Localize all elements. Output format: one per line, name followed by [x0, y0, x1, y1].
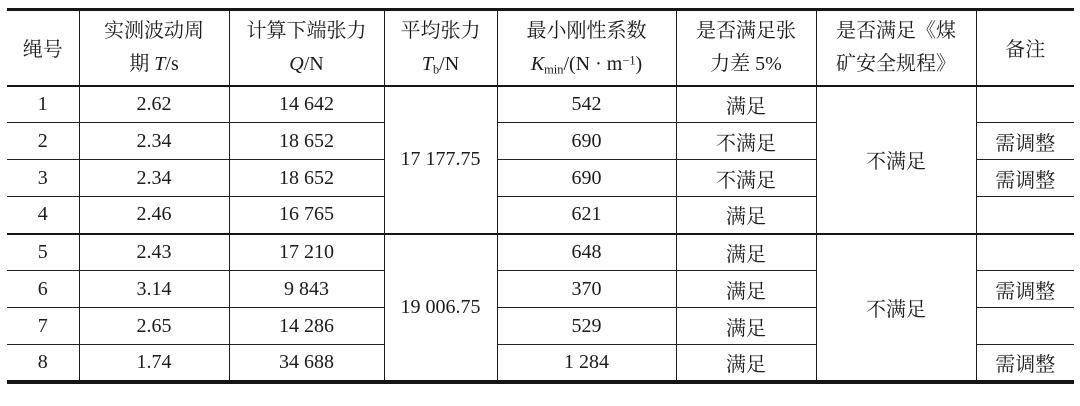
- cell-regulation-group2: 不满足: [816, 234, 976, 382]
- col-header-rope-no: 绳号: [7, 10, 79, 86]
- cell-regulation-group1: 不满足: [816, 86, 976, 234]
- cell-stiffness: 621: [497, 197, 676, 234]
- cell-period: 2.34: [79, 160, 229, 197]
- cell-rope-no: 3: [7, 160, 79, 197]
- cell-rope-no: 2: [7, 123, 79, 160]
- cell-tension: 9 843: [229, 271, 384, 308]
- cell-period: 2.62: [79, 86, 229, 123]
- cell-tension-diff: 不满足: [676, 160, 816, 197]
- col-header-lower-tension: 计算下端张力 Q/N: [229, 10, 384, 86]
- cell-remark: [976, 86, 1074, 123]
- cell-tension-diff: 满足: [676, 308, 816, 345]
- cell-tension: 16 765: [229, 197, 384, 234]
- cell-tension: 14 642: [229, 86, 384, 123]
- cell-remark: 需调整: [976, 271, 1074, 308]
- cell-rope-no: 8: [7, 345, 79, 382]
- cell-stiffness: 370: [497, 271, 676, 308]
- cell-period: 3.14: [79, 271, 229, 308]
- col-header-min-stiffness: 最小刚性系数 $K_{min}/(N \cdot m^{-1})$: [497, 10, 676, 86]
- cell-avg-tension-group2: 19 006.75: [384, 234, 497, 382]
- table-row: [7, 234, 1074, 271]
- cell-tension-diff: 不满足: [676, 123, 816, 160]
- cell-period: 2.34: [79, 123, 229, 160]
- cell-stiffness: 542: [497, 86, 676, 123]
- table-row: [7, 86, 1074, 123]
- cell-rope-no: 5: [7, 234, 79, 271]
- col-header-avg-tension: 平均张力 $T_b/N$: [384, 10, 497, 86]
- cell-remark: 需调整: [976, 160, 1074, 197]
- cell-tension-diff: 满足: [676, 86, 816, 123]
- cell-remark: [976, 197, 1074, 234]
- cell-tension: 17 210: [229, 234, 384, 271]
- cell-tension-diff: 满足: [676, 271, 816, 308]
- cell-remark: [976, 234, 1074, 271]
- cell-stiffness: 690: [497, 160, 676, 197]
- cell-remark: 需调整: [976, 345, 1074, 382]
- cell-period: 2.43: [79, 234, 229, 271]
- cell-rope-no: 6: [7, 271, 79, 308]
- cell-remark: [976, 308, 1074, 345]
- col-header-remark: 备注: [976, 10, 1074, 86]
- col-header-regulation: 是否满足《煤 矿安全规程》: [816, 10, 976, 86]
- cell-tension: 18 652: [229, 123, 384, 160]
- cell-tension: 18 652: [229, 160, 384, 197]
- header-row: [7, 10, 1074, 86]
- cell-period: 1.74: [79, 345, 229, 382]
- cell-stiffness: 1 284: [497, 345, 676, 382]
- cell-stiffness: 529: [497, 308, 676, 345]
- cell-period: 2.46: [79, 197, 229, 234]
- cell-tension: 34 688: [229, 345, 384, 382]
- cell-tension-diff: 满足: [676, 345, 816, 382]
- cell-rope-no: 1: [7, 86, 79, 123]
- cell-period: 2.65: [79, 308, 229, 345]
- cell-rope-no: 7: [7, 308, 79, 345]
- cell-remark: 需调整: [976, 123, 1074, 160]
- cell-stiffness: 648: [497, 234, 676, 271]
- cell-stiffness: 690: [497, 123, 676, 160]
- col-header-period: 实测波动周 期 T/s: [79, 10, 229, 86]
- cell-avg-tension-group1: 17 177.75: [384, 86, 497, 234]
- rope-tension-table: [7, 8, 1074, 384]
- col-header-tension-diff: 是否满足张 力差 5%: [676, 10, 816, 86]
- cell-tension-diff: 满足: [676, 197, 816, 234]
- cell-rope-no: 4: [7, 197, 79, 234]
- cell-tension-diff: 满足: [676, 234, 816, 271]
- cell-tension: 14 286: [229, 308, 384, 345]
